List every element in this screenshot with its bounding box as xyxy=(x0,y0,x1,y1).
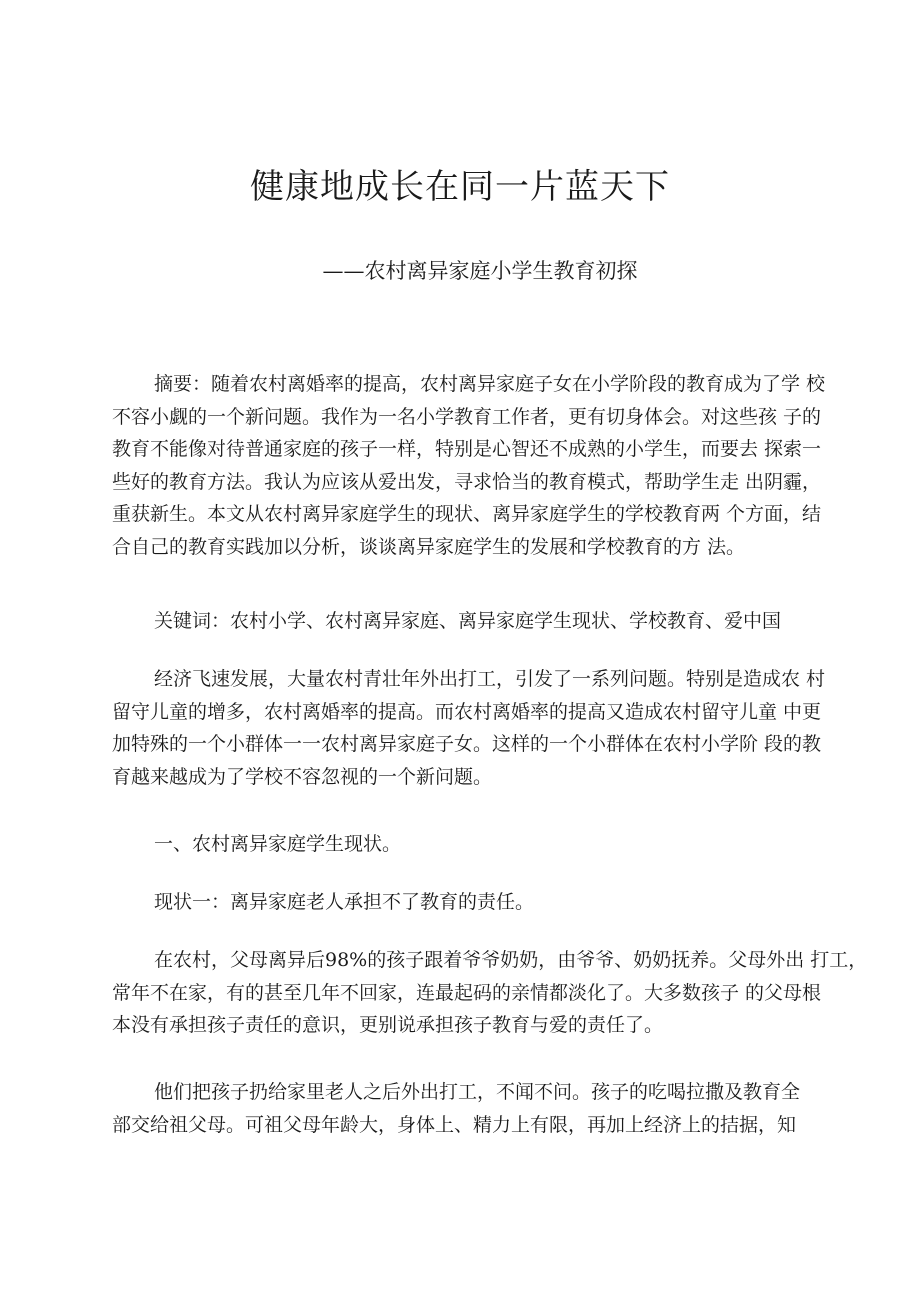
intro-paragraph xyxy=(112,663,826,793)
intro-line: 经济飞速发展，大量农村青壮年外出打工，引发了一系列问题。特别是造成农 村 xyxy=(154,668,826,690)
keywords-paragraph xyxy=(112,605,818,638)
body-line: 常年不在家，有的甚至几年不回家，连最起码的亲情都淡化了。大多数孩子 的父母根 xyxy=(112,981,822,1004)
abstract-line: 教育不能像对待普通家庭的孩子一样，特别是心智还不成熟的小学生，而要去 探索一 xyxy=(112,438,822,460)
body-line: 他们把孩子扔给家里老人之后外出打工，不闻不问。孩子的吃喝拉撒及教育全 xyxy=(154,1081,801,1103)
intro-line: 育越来越成为了学校不容忽视的一个新问题。 xyxy=(112,765,493,788)
intro-line: 留守儿童的增多，农村离婚率的提高。而农村离婚率的提高又造成农村留守儿童 中更 xyxy=(112,700,822,723)
body-paragraph xyxy=(112,1076,818,1141)
abstract-line: 摘要：随着农村离婚率的提高，农村离异家庭子女在小学阶段的教育成为了学 校 xyxy=(154,373,826,395)
status-heading xyxy=(112,886,818,919)
abstract-line: 些好的教育方法。我认为应该从爱出发，寻求恰当的教育模式，帮助学生走 出阴霾， xyxy=(112,470,822,493)
body-line: 在农村，父母离异后98%的孩子跟着爷爷奶奶，由爷爷、奶奶抚养。父母外出 打工， xyxy=(154,949,868,971)
abstract-line: 重获新生。本文从农村离异家庭学生的现状、离异家庭学生的学校教育两 个方面，结 xyxy=(112,503,822,525)
body-line: 本没有承担孩子责任的意识，更别说承担孩子教育与爱的责任了。 xyxy=(112,1014,664,1036)
keywords-line: 关键词：农村小学、农村离异家庭、离异家庭学生现状、学校教育、爱中国 xyxy=(154,610,782,632)
section-heading-text: 一、农村离异家庭学生现状。 xyxy=(154,833,402,855)
document-subtitle: ——农村离异家庭小学生教育初探 xyxy=(322,259,638,283)
status-heading-text: 现状一：离异家庭老人承担不了教育的责任。 xyxy=(154,891,535,913)
document-title: 健康地成长在同一片蓝天下 xyxy=(250,167,670,207)
body-line: 部交给祖父母。可祖父母年龄大，身体上、精力上有限，再加上经济上的拮据，知 xyxy=(112,1113,797,1136)
intro-line: 加特殊的一个小群体一一农村离异家庭子女。这样的一个小群体在农村小学阶 段的教 xyxy=(112,733,822,755)
body-paragraph xyxy=(112,944,868,1042)
abstract-line: 合自己的教育实践加以分析，谈谈离异家庭学生的发展和学校教育的方 法。 xyxy=(112,535,746,558)
abstract-line: 不容小觑的一个新问题。我作为一名小学教育工作者，更有切身体会。对这些孩 子的 xyxy=(112,405,822,428)
section-heading xyxy=(112,828,818,861)
abstract-paragraph xyxy=(112,368,826,563)
